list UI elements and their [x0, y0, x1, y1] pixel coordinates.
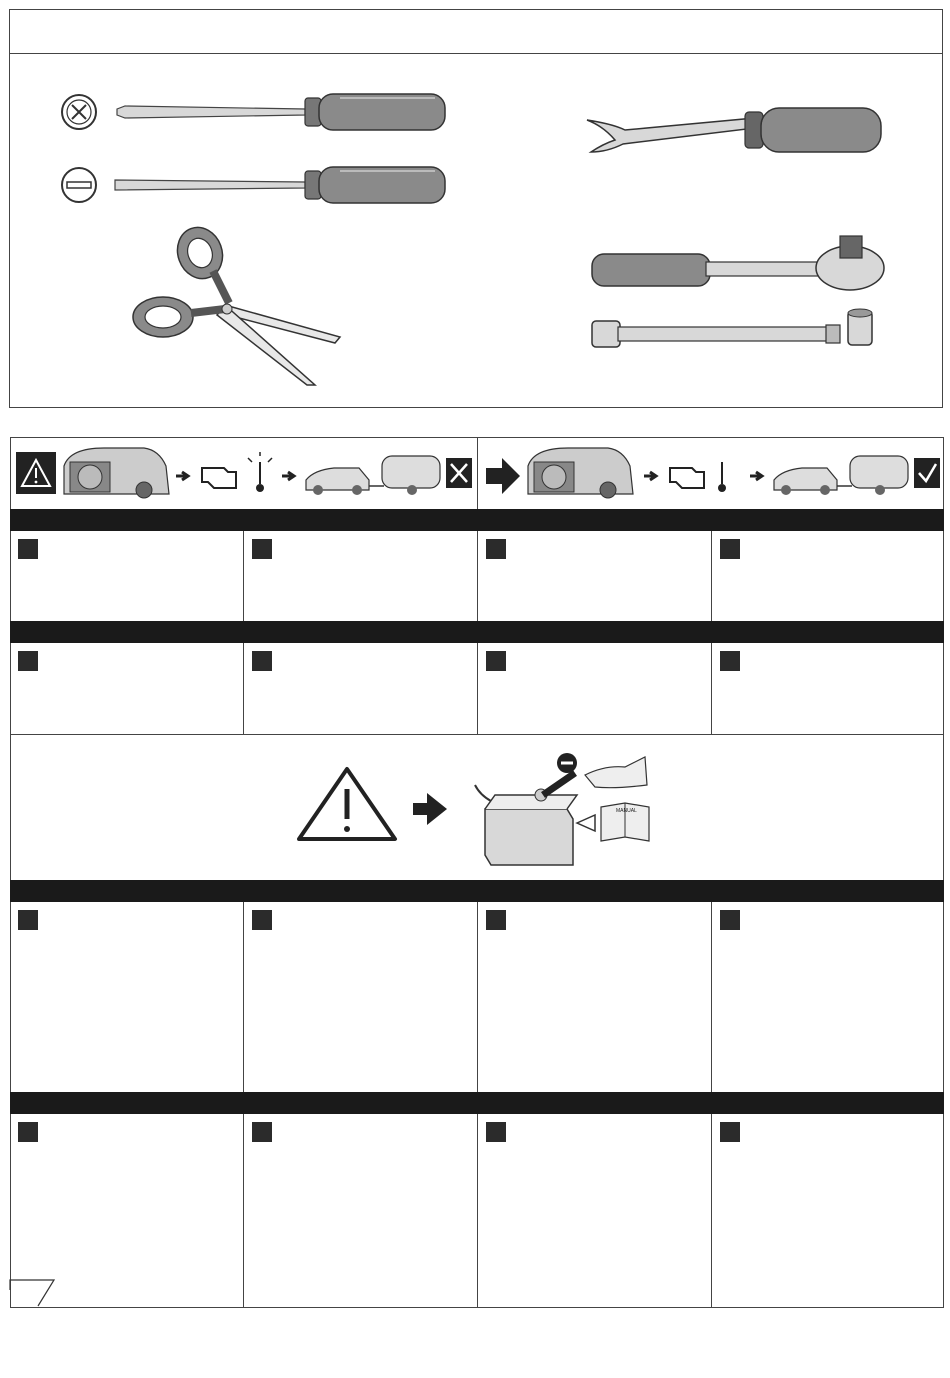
step-cell: [244, 902, 478, 1092]
step-number-box: [18, 910, 38, 930]
step-number-box: [720, 539, 740, 559]
step-number-box: [720, 910, 740, 930]
step-number-box: [720, 1122, 740, 1142]
step-number-box: [486, 651, 506, 671]
step-cell: [712, 1114, 944, 1308]
ratchet-wrench-icon: [588, 230, 898, 295]
step-row-2: [10, 643, 944, 734]
battery-disconnect-warning: [295, 745, 665, 875]
step-cell: [712, 902, 944, 1092]
step-cell: [244, 531, 478, 621]
scissors-icon: [125, 225, 355, 390]
step-number-box: [486, 910, 506, 930]
step-cell: [478, 902, 712, 1092]
phillips-screwdriver-icon: [55, 84, 455, 140]
section-bar-3: [10, 880, 944, 902]
step-cell: [10, 531, 244, 621]
step-cell: [10, 902, 244, 1092]
step-row-3: [10, 902, 944, 1092]
step-row-4: [10, 1114, 944, 1308]
section-bar-1: [10, 509, 944, 531]
page-corner-marker: [8, 1278, 58, 1308]
step-number-box: [18, 539, 38, 559]
flat-screwdriver-icon: [55, 157, 455, 213]
banner-divider: [477, 437, 478, 509]
step-row-1: [10, 531, 944, 621]
step-number-box: [18, 651, 38, 671]
step-cell: [712, 531, 944, 621]
step-cell: [712, 643, 944, 734]
step-number-box: [720, 651, 740, 671]
step-cell: [478, 643, 712, 734]
step-number-box: [486, 1122, 506, 1142]
step-number-box: [252, 651, 272, 671]
trim-removal-tool-icon: [585, 100, 885, 170]
warning-banner-not-ok: [14, 444, 474, 504]
step-cell: [10, 643, 244, 734]
divider: [10, 734, 944, 735]
tools-header: [9, 9, 943, 54]
bottom-border: [10, 1307, 944, 1308]
step-number-box: [486, 539, 506, 559]
step-number-box: [252, 1122, 272, 1142]
step-number-box: [18, 1122, 38, 1142]
step-number-box: [252, 910, 272, 930]
section-bar-2: [10, 621, 944, 643]
warning-banner-ok: [482, 444, 942, 504]
step-number-box: [252, 539, 272, 559]
section-bar-4: [10, 1092, 944, 1114]
battery-manual-label: MANUAL: [616, 808, 637, 814]
step-cell: [478, 1114, 712, 1308]
step-cell: [244, 1114, 478, 1308]
step-cell: [478, 531, 712, 621]
socket-extension-icon: [590, 305, 900, 355]
step-cell: [244, 643, 478, 734]
